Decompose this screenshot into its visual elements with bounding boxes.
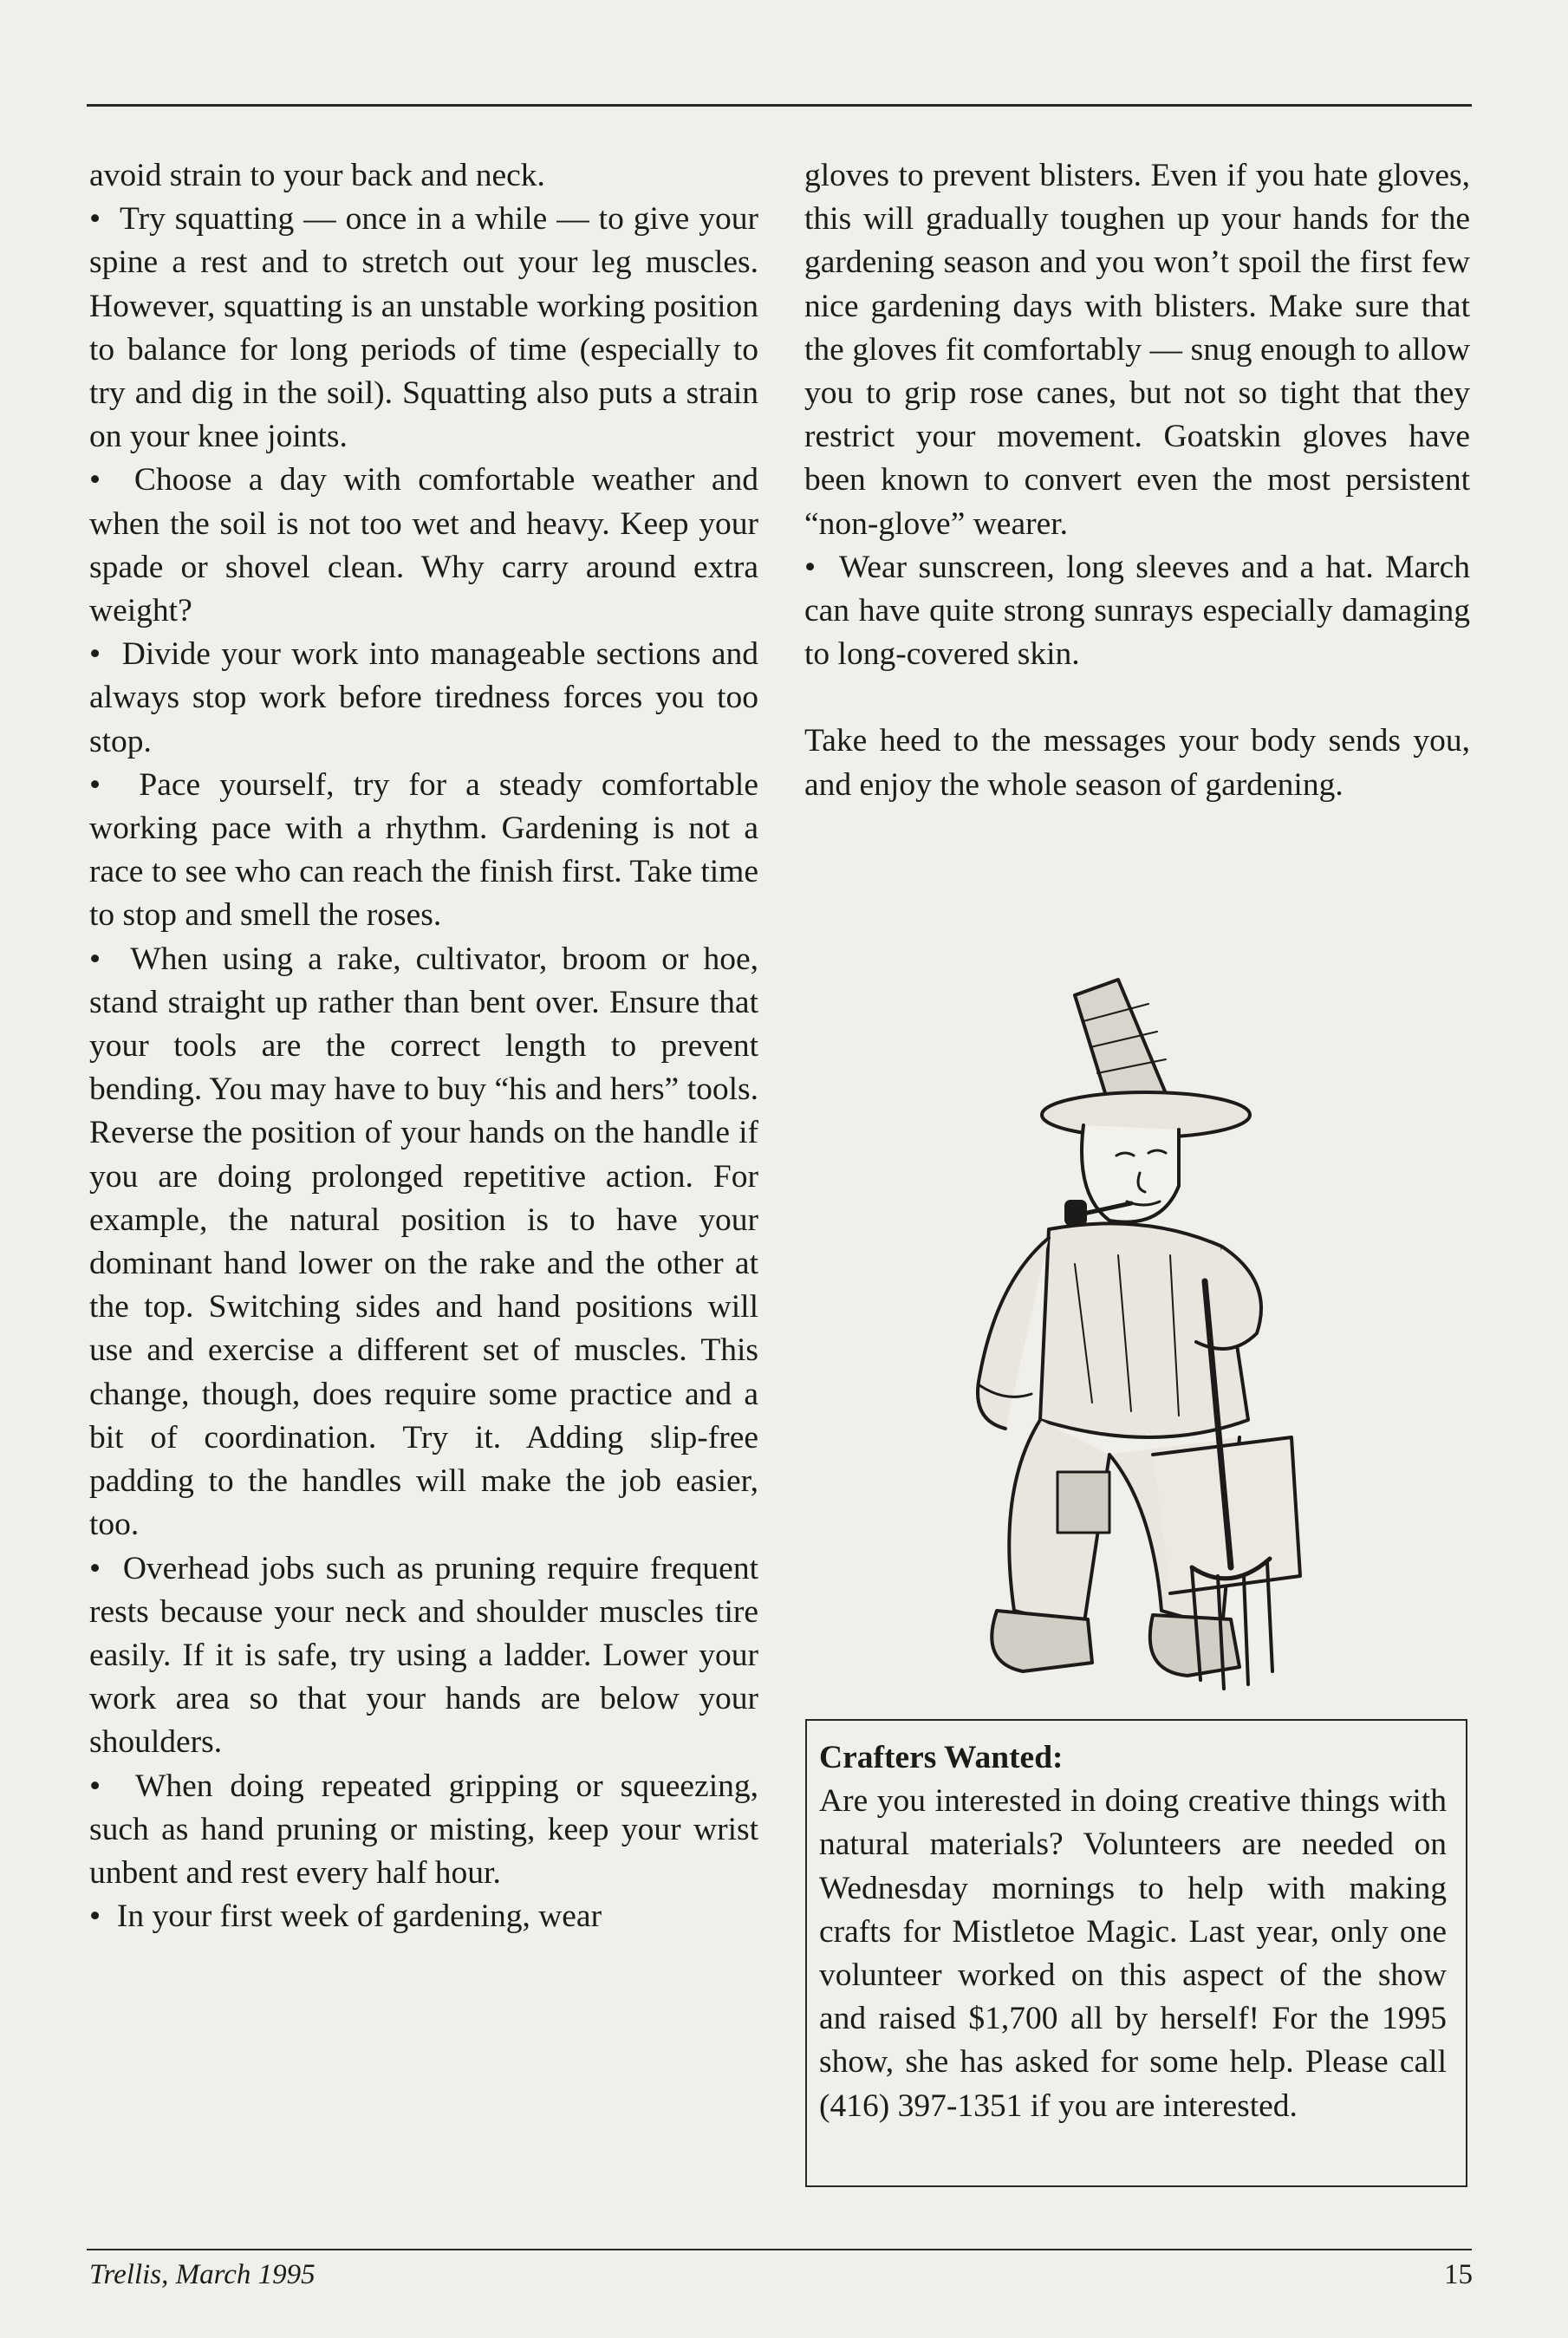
right-column <box>804 154 1470 807</box>
bullet-divide-work: • Divide your work into manageable sections and always stop work before tiredness forces you too stop. <box>89 633 758 764</box>
crafters-wanted-box <box>805 1719 1467 2187</box>
header-rule <box>87 104 1472 107</box>
bullet-pace: • Pace yourself, try for a steady comfortable working pace with a rhythm. Gardening is not a race to see who can reach the finish first. Take time to stop and smell the roses. <box>89 764 758 938</box>
crafters-wanted-body: Are you interested in doing creative things with natural materials? Volunteers are needed on Wednesday mornings to help with making crafts for Mistletoe Magic. Last year, only one volunteer worked on this aspect of the show and raised $1,700 all by herself! For the 1995 show, she has asked for some help. Please call (416) 397-1351 if you are interested. <box>819 1783 1447 2124</box>
footer-rule <box>87 2249 1472 2250</box>
paragraph-gloves: gloves to prevent blisters. Even if you hate gloves, this will gradually toughen up your hands for the gardening season and you won’t spoil the first few nice gardening days with blisters. Make sure that the gloves fit comfortably — snug enough to allow you to grip rose canes, but not so tight that they restrict your movement. Goatskin gloves have been known to convert even the most persistent “non-glove” wearer. <box>804 158 1470 542</box>
paragraph: avoid strain to your back and neck. <box>89 158 545 193</box>
crafters-wanted-title: Crafters Wanted: <box>819 1740 1064 1775</box>
page-number: 15 <box>1444 2259 1473 2290</box>
bullet-weather: • Choose a day with comfortable weather and when the soil is not too wet and heavy. Keep your spade or shovel clean. Why carry around extra weight? <box>89 459 758 633</box>
bullet-gripping: • When doing repeated gripping or squeezing, such as hand pruning or misting, keep your wrist unbent and rest every half hour. <box>89 1765 758 1896</box>
bullet-sunscreen: • Wear sunscreen, long sleeves and a hat. March can have quite strong sunrays especially damaging to long-covered skin. <box>804 546 1470 677</box>
bullet-tools: • When using a rake, cultivator, broom or hoe, stand straight up rather than bent over. Ensure that your tools are the correct length to prevent bending. You may have to buy “his and hers” tools. Reverse the position of your hands on the handle if you are doing prolonged repetitive action. For example, the natural position is to have your dominant hand lower on the rake and the other at the top. Switching sides and hand positions will use and exercise a different set of muscles. This change, though, does require some practice and a bit of coordination. Try it. Adding slip-free padding to the handles will make the job easier, too. <box>89 938 758 1547</box>
footer-publication: Trellis, March 1995 <box>89 2259 316 2290</box>
bullet-overhead: • Overhead jobs such as pruning require frequent rests because your neck and shoulder muscles tire easily. If it is safe, try using a ladder. Lower your work area so that your hands are below your shoulders. <box>89 1547 758 1765</box>
gardener-illustration <box>945 969 1326 1697</box>
bullet-first-week: • In your first week of gardening, wear <box>89 1895 758 1938</box>
bullet-squatting: • Try squatting — once in a while — to give your spine a rest and to stretch out your leg muscles. However, squatting is an unstable working position to balance for long periods of time (especially to try and dig in the soil). Squatting also puts a strain on your knee joints. <box>89 198 758 459</box>
left-column <box>89 154 758 1938</box>
paragraph-closing: Take heed to the messages your body sends you, and enjoy the whole season of gardening. <box>804 723 1470 803</box>
